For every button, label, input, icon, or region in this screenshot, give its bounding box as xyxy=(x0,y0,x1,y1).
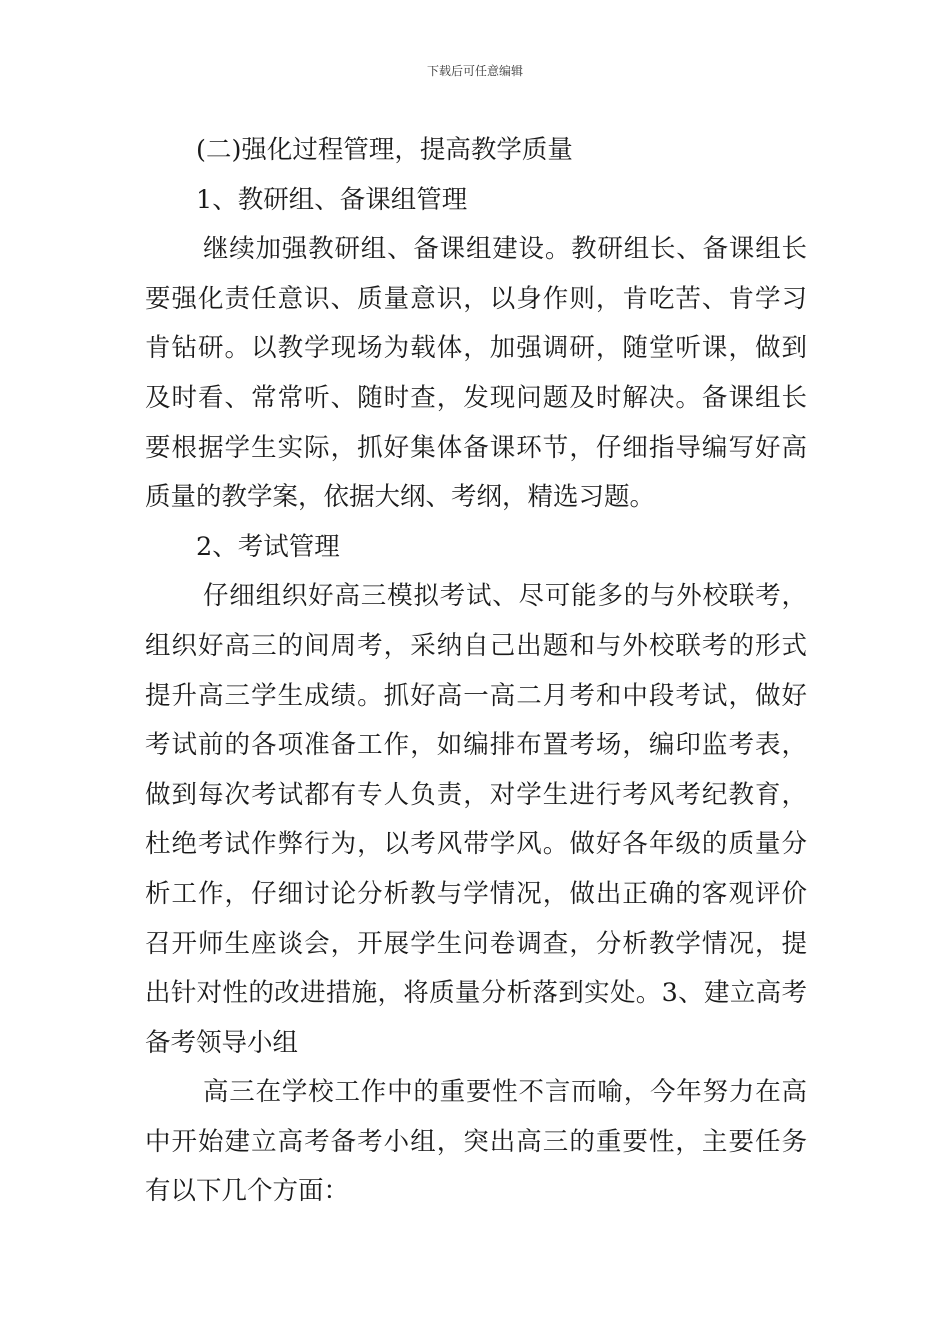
subsection-heading-2: 2、考试管理 xyxy=(196,531,340,562)
section-heading: (二)强化过程管理，提高教学质量 xyxy=(196,135,573,165)
document-body xyxy=(145,126,807,1217)
paragraph-1: 继续加强教研组、备课组建设。教研组长、备课组长要强化责任意识、质量意识，以身作则，肯吃苦、肯学习肯钻研。以教学现场为载体，加强调研，随堂听课，做到及时看、常常听、随时查，发现问题及时解决。备课组长要根据学生实际，抓好集体备课环节，仔细指导编写好高质量的教学案，依据大纲、考纲，精选习题。 xyxy=(145,234,807,513)
paragraph-2: 仔细组织好高三模拟考试、尽可能多的与外校联考，组织好高三的间周考，采纳自己出题和与外校联考的形式提升高三学生成绩。抓好高一高二月考和中段考试，做好考试前的各项准备工作，如编排布置考场，编印监考表，做到每次考试都有专人负责，对学生进行考风考纪教育，杜绝考试作弊行为，以考风带学风。做好各年级的质量分析工作，仔细讨论分析教与学情况，做出正确的客观评价召开师生座谈会，开展学生问卷调查，分析教学情况，提出针对性的改进措施，将质量分析落到实处。3、建立高考备考领导小组 xyxy=(145,581,807,1058)
subsection-heading-1: 1、教研组、备课组管理 xyxy=(196,184,468,215)
page-header-note: 下载后可任意编辑 xyxy=(426,64,523,78)
paragraph-3: 高三在学校工作中的重要性不言而喻，今年努力在高中开始建立高考备考小组，突出高三的重要性，主要任务有以下几个方面： xyxy=(145,1077,807,1207)
